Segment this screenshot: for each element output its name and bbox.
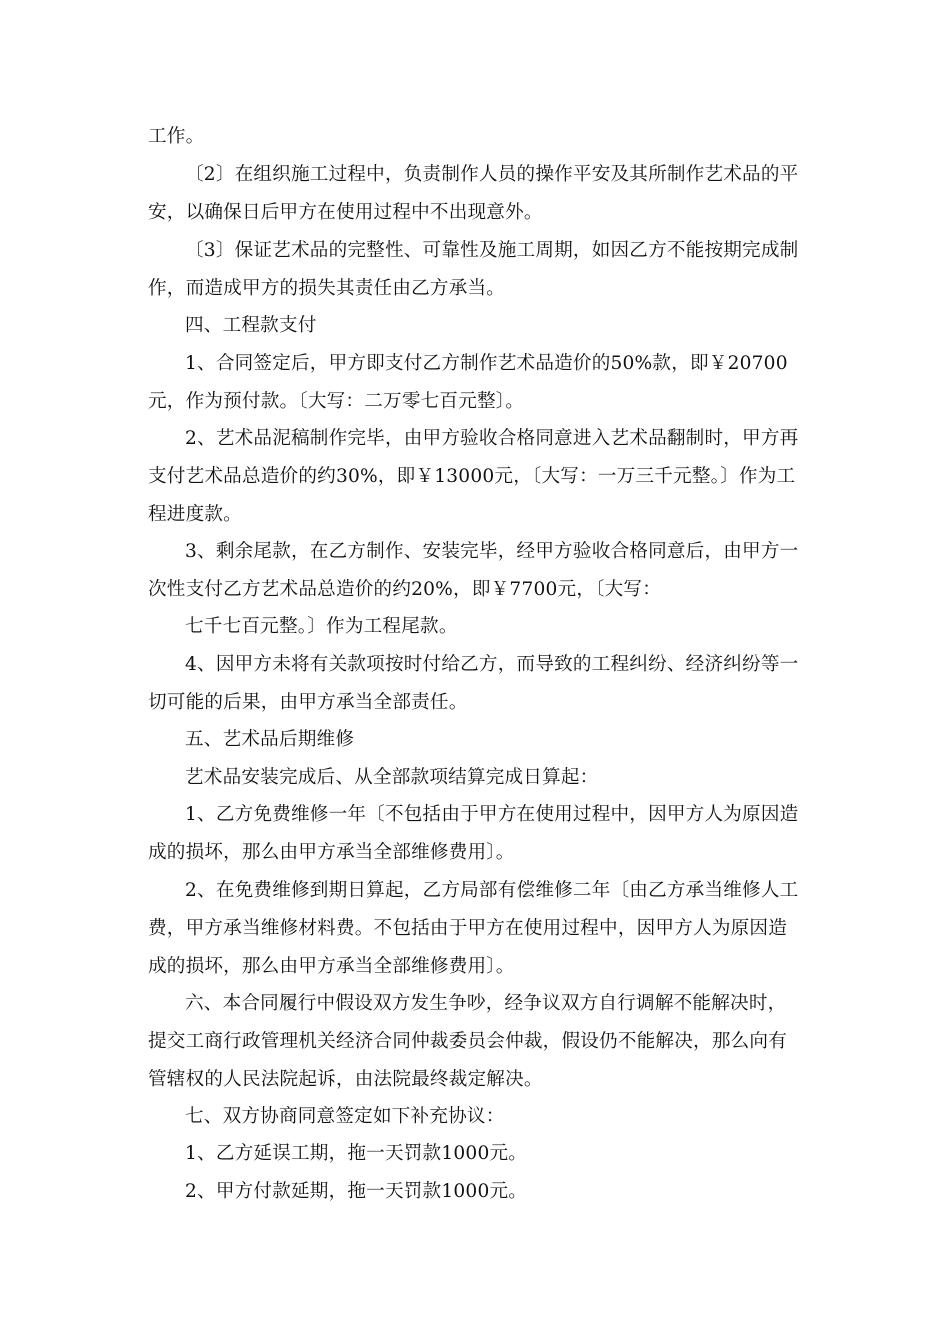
paragraph-payment-2: 2、艺术品泥稿制作完毕，由甲方验收合格同意进入艺术品翻制时，甲方再支付艺术品总造价的约30%，即￥13000元，〔大写：一万三千元整。〕作为工程进度款。 xyxy=(148,428,799,525)
paragraph-payment-3-cont: 七千七百元整。〕作为工程尾款。 xyxy=(185,616,458,637)
paragraph-maintenance-intro: 艺术品安装完成后、从全部款项结算完成日算起： xyxy=(185,767,599,788)
paragraph-payment-3: 3、剩余尾款，在乙方制作、安装完毕，经甲方验收合格同意后，由甲方一次性支付乙方艺术品总造价的约20%，即￥7700元，〔大写： xyxy=(148,541,799,600)
paragraph-maintenance-1: 1、乙方免费维修一年〔不包括由于甲方在使用过程中，因甲方人为原因造成的损坏，那么由甲方承当全部维修费用〕。 xyxy=(148,804,799,863)
paragraph-clause-2: 〔2〕在组织施工过程中，负责制作人员的操作平安及其所制作艺术品的平安，以确保日后甲方在使用过程中不出现意外。 xyxy=(148,164,799,223)
section-heading-payment: 四、工程款支付 xyxy=(185,315,317,336)
paragraph-supplementary-1: 1、乙方延误工期，拖一天罚款1000元。 xyxy=(185,1143,528,1164)
paragraph-clause-3: 〔3〕保证艺术品的完整性、可靠性及施工周期，如因乙方不能按期完成制作，而造成甲方的损失其责任由乙方承当。 xyxy=(148,240,799,299)
paragraph-continuation: 工作。 xyxy=(148,126,205,147)
paragraph-payment-1: 1、合同签定后，甲方即支付乙方制作艺术品造价的50%款，即￥20700元，作为预付款。〔大写：二万零七百元整〕。 xyxy=(148,353,788,412)
paragraph-maintenance-2: 2、在免费维修到期日算起，乙方局部有偿维修二年〔由乙方承当维修人工费，甲方承当维修材料费。不包括由于甲方在使用过程中，因甲方人为原因造成的损坏，那么由甲方承当全部维修费用〕。 xyxy=(148,880,799,977)
section-disputes: 六、本合同履行中假设双方发生争吵，经争议双方自行调解不能解决时，提交工商行政管理机关经济合同仲裁委员会仲裁，假设仍不能解决，那么向有管辖权的人民法院起诉，由法院最终裁定解决。 xyxy=(148,993,787,1090)
section-supplementary: 七、双方协商同意签定如下补充协议： xyxy=(185,1106,505,1127)
paragraph-supplementary-2: 2、甲方付款延期，拖一天罚款1000元。 xyxy=(185,1181,528,1202)
section-heading-maintenance: 五、艺术品后期维修 xyxy=(185,729,355,750)
paragraph-payment-4: 4、因甲方未将有关款项按时付给乙方，而导致的工程纠纷、经济纠纷等一切可能的后果，由甲方承当全部责任。 xyxy=(148,654,799,713)
